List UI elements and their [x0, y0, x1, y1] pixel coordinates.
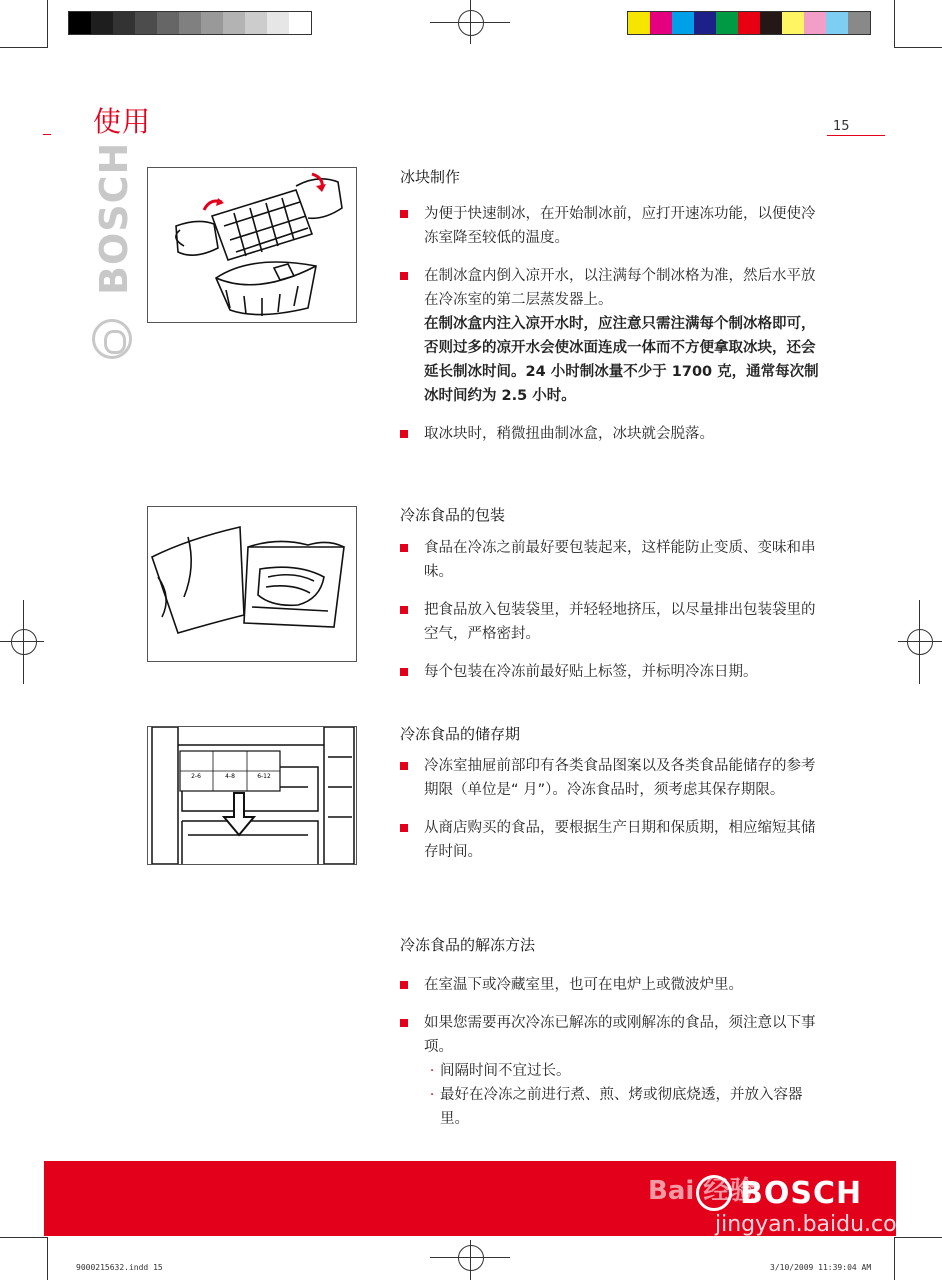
list-item-text: 食品在冷冻之前最好要包装起来，这样能防止变质、变味和串味。 — [424, 540, 816, 580]
gray-swatch — [223, 12, 245, 34]
drawer-period-1: 2-6 — [191, 773, 201, 780]
section-packaging-bullets — [400, 536, 820, 698]
list-item-text: 从商店购买的食品，要根据生产日期和保质期，相应缩短其储存时间。 — [424, 820, 816, 860]
registration-mark — [907, 629, 933, 655]
drawer-period-2: 4-8 — [225, 773, 235, 780]
sub-list-item-text: 间隔时间不宜过长。 — [440, 1063, 571, 1079]
color-swatch — [650, 12, 672, 34]
registration-mark — [919, 600, 920, 684]
list-item — [400, 598, 820, 646]
gray-swatch — [289, 12, 311, 34]
crop-mark — [0, 47, 48, 48]
sub-bullet-dot-icon: · — [429, 1063, 435, 1079]
bullet-square-icon — [400, 544, 408, 552]
gray-swatch — [91, 12, 113, 34]
color-swatch — [628, 12, 650, 34]
side-brand-wordmark: BOSCH — [92, 141, 136, 295]
bullet-square-icon — [400, 430, 408, 438]
crop-mark — [894, 47, 942, 48]
gray-swatch — [69, 12, 91, 34]
list-item-text: 在室温下或冷藏室里，也可在电炉上或微波炉里。 — [424, 977, 743, 993]
color-swatch — [716, 12, 738, 34]
color-calibration-bar — [627, 11, 871, 35]
bullet-square-icon — [400, 272, 408, 280]
ice-tray-illustration — [147, 167, 357, 323]
freezer-drawer-illustration — [147, 726, 357, 865]
section-heading-packaging: 冷冻食品的包装 — [400, 506, 506, 524]
registration-mark — [470, 1240, 471, 1280]
gray-swatch — [267, 12, 289, 34]
crop-mark — [894, 1237, 895, 1280]
crop-mark — [47, 1237, 48, 1280]
sub-list-item-text: 最好在冷冻之前进行煮、煎、烤或彻底烧透，并放入容器里。 — [440, 1087, 803, 1127]
gray-swatch — [113, 12, 135, 34]
list-item — [400, 536, 820, 584]
bullet-square-icon — [400, 668, 408, 676]
color-swatch — [848, 12, 870, 34]
section-ice-bullets — [400, 202, 820, 460]
list-item — [400, 660, 820, 684]
watermark-logo-text: Bai 经验 — [648, 1176, 756, 1206]
grayscale-calibration-bar — [68, 11, 312, 35]
gray-swatch — [157, 12, 179, 34]
list-item-content — [424, 1011, 820, 1131]
list-item-text: 把食品放入包装袋里，并轻轻地挤压，以尽量排出包装袋里的空气，严格密封。 — [424, 602, 816, 642]
color-swatch — [760, 12, 782, 34]
list-item — [400, 422, 820, 446]
list-item-text: 冷冻室抽屉前部印有各类食品图案以及各类食品能储存的参考期限（单位是“ 月”）。冷冻食品时，须考虑其保存期限。 — [424, 758, 816, 798]
gray-swatch — [201, 12, 223, 34]
gray-swatch — [179, 12, 201, 34]
registration-mark — [470, 0, 471, 44]
sub-list-item — [424, 1059, 820, 1083]
list-item — [400, 264, 820, 408]
bullet-square-icon — [400, 606, 408, 614]
list-item-note: 在制冰盒内注入凉开水时，应注意只需注满每个制冰格即可，否则过多的凉开水会使冰面连成一体而不方便拿取冰块，还会延长制冰时间。24 小时制冰量不少于 1700 克，通常每次制冰时间约为 2.5 小时。 — [424, 316, 819, 404]
list-item — [400, 816, 820, 864]
freezer-bag-illustration — [147, 506, 357, 662]
color-swatch — [804, 12, 826, 34]
section-storage-bullets — [400, 754, 820, 878]
page-title: 使用 — [93, 105, 152, 138]
bullet-square-icon — [400, 981, 408, 989]
bullet-square-icon — [400, 824, 408, 832]
section-heading-ice: 冰块制作 — [400, 168, 461, 186]
color-swatch — [738, 12, 760, 34]
color-swatch — [672, 12, 694, 34]
registration-mark — [0, 641, 44, 642]
list-item-text: 每个包装在冷冻前最好贴上标签，并标明冷冻日期。 — [424, 664, 758, 680]
page-number-rule — [827, 135, 885, 136]
color-swatch — [782, 12, 804, 34]
registration-mark — [11, 629, 37, 655]
list-item-text: 取冰块时，稍微扭曲制冰盒，冰块就会脱落。 — [424, 426, 714, 442]
title-tick — [43, 134, 51, 135]
crop-mark — [47, 0, 48, 48]
slug-date: 3/10/2009 11:39:04 AM — [770, 1263, 872, 1272]
list-item — [400, 1011, 820, 1131]
slug-file: 9000215632.indd 15 — [76, 1263, 163, 1272]
list-item-content — [424, 264, 820, 408]
registration-mark — [23, 600, 24, 684]
bullet-square-icon — [400, 210, 408, 218]
footer-brand-wordmark: BOSCH — [740, 1176, 863, 1211]
list-item — [400, 202, 820, 250]
page-number: 15 — [833, 119, 850, 134]
color-swatch — [826, 12, 848, 34]
list-item — [400, 754, 820, 802]
crop-mark — [894, 0, 895, 48]
section-heading-thawing: 冷冻食品的解冻方法 — [400, 936, 536, 954]
list-item-text: 如果您需要再次冷冻已解冻的或刚解冻的食品，须注意以下事项。 — [424, 1015, 816, 1055]
watermark-url: jingyan.baidu.com — [715, 1212, 919, 1237]
section-heading-storage: 冷冻食品的储存期 — [400, 725, 521, 743]
section-thawing-bullets — [400, 973, 820, 1145]
sub-bullet-dot-icon: · — [429, 1087, 435, 1103]
crop-mark — [0, 1237, 48, 1238]
list-item-text: 在制冰盒内倒入凉开水，以注满每个制冰格为准，然后水平放在冷冻室的第二层蒸发器上。 — [424, 268, 816, 308]
gray-swatch — [135, 12, 157, 34]
registration-mark — [458, 10, 484, 36]
list-item-text: 为便于快速制冰，在开始制冰前，应打开速冻功能，以便使冷冻室降至较低的温度。 — [424, 206, 816, 246]
registration-mark — [458, 1245, 484, 1271]
bosch-logo-icon — [92, 319, 132, 359]
sub-list-item — [424, 1083, 820, 1131]
bullet-square-icon — [400, 1019, 408, 1027]
crop-mark — [894, 1237, 942, 1238]
gray-swatch — [245, 12, 267, 34]
drawer-period-3: 6-12 — [257, 773, 271, 780]
bullet-square-icon — [400, 762, 408, 770]
registration-mark — [898, 641, 942, 642]
list-item — [400, 973, 820, 997]
color-swatch — [694, 12, 716, 34]
